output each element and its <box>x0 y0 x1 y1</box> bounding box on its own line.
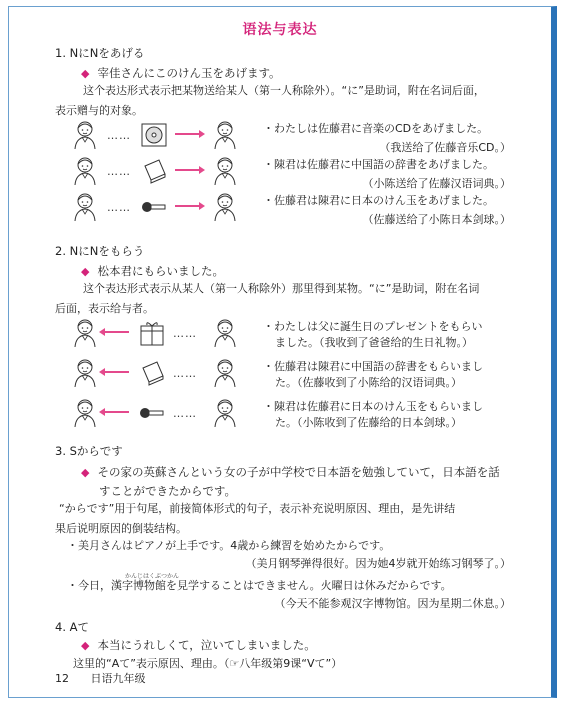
translation: （美月钢琴弹得很好。因为她4岁就开始练习钢琴了。） <box>245 557 511 570</box>
illustration-row <box>73 155 253 187</box>
furigana: かんじはくぶつかん <box>125 573 180 580</box>
section-4-explanation: 这里的“Aて”表示原因、理由。（☞八年级第9课“Vて”） <box>73 657 343 670</box>
kendama-icon <box>139 403 165 423</box>
section-4-example: ◆ 本当にうれしくて，泣いてしまいました。 <box>81 638 316 652</box>
ellipsis: …… <box>173 407 197 420</box>
diamond-bullet-icon: ◆ <box>81 639 90 652</box>
father-icon <box>213 317 237 349</box>
dictionary-icon <box>139 360 165 386</box>
example-sentence: ・わたしは佐藤君に音楽のCDをあげました。 <box>263 122 489 135</box>
diamond-bullet-icon: ◆ <box>81 265 90 278</box>
section-3-heading: 3. Sからです <box>55 444 123 458</box>
page-number: 12 <box>55 672 69 685</box>
example-sentence: ・佐藤君は陳君に中国語の辞書をもらいまし た。（佐藤收到了小陈给的汉语词典。） <box>263 360 483 389</box>
arrow-left-icon <box>103 331 129 333</box>
arrow-left-icon <box>103 371 129 373</box>
person-icon <box>213 357 237 389</box>
section-1-example: ◆ 宰佳さんにこのけん玉をあげます。 <box>81 66 281 80</box>
arrow-right-icon <box>175 169 201 171</box>
illustration-row <box>73 357 253 389</box>
arrow-right-icon <box>175 133 201 135</box>
person-icon <box>73 317 97 349</box>
example-sentence: ・今日，漢字博物館を見学することはできません。火曜日は休みだからです。 <box>67 579 452 592</box>
person-icon <box>213 191 237 223</box>
gift-icon <box>139 320 165 346</box>
illustration-row <box>73 191 253 223</box>
example-sentence: ・美月さんはピアノが上手です。4歳から練習を始めたからです。 <box>67 539 391 552</box>
illustration-row <box>73 397 253 429</box>
arrow-right-icon <box>175 205 201 207</box>
diamond-bullet-icon: ◆ <box>81 67 90 80</box>
kendama-icon <box>141 197 167 217</box>
example-sentence: ・佐藤君は陳君に日本のけん玉をあげました。 <box>263 194 494 207</box>
arrow-left-icon <box>103 411 129 413</box>
diamond-bullet-icon: ◆ <box>81 466 90 479</box>
page-title: 语法与表达 <box>242 22 318 38</box>
section-1-heading: 1. NにNをあげる <box>55 46 145 60</box>
example-sentence: ・陳君は佐藤君に日本のけん玉をもらいまし た。（小陈收到了佐藤给的日本剑球。） <box>263 400 483 429</box>
person-icon <box>73 357 97 389</box>
section-2-explanation: 这个表达形式表示从某人（第一人称除外）那里得到某物。“に”是助词，附在名词 后面，表示给与者。 <box>55 282 480 315</box>
illustration-row <box>73 119 253 151</box>
ellipsis: …… <box>107 165 131 178</box>
textbook-page <box>8 6 557 698</box>
person-icon <box>213 155 237 187</box>
translation: （我送给了佐藤音乐CD。） <box>379 141 511 154</box>
example-sentence: ・わたしは父に誕生日のプレゼントをもらい ました。（我收到了爸爸给的生日礼物。） <box>263 320 483 349</box>
book-title: 日语九年级 <box>90 672 146 685</box>
translation: （佐藤送给了小陈日本剑球。） <box>362 213 511 226</box>
section-2-heading: 2. NにNをもらう <box>55 244 145 258</box>
person-icon <box>213 397 237 429</box>
cd-icon <box>141 123 167 147</box>
person-icon <box>73 119 97 151</box>
ellipsis: …… <box>173 367 197 380</box>
page-footer <box>55 670 146 686</box>
section-1-explanation: 这个表达形式表示把某物送给某人（第一人称除外）。“に”是助词，附在名词后面， 表示赠与的对象。 <box>55 84 485 117</box>
dictionary-icon <box>141 158 167 184</box>
section-3-explanation: “からです”用于句尾，前接简体形式的句子，表示补充说明原因、理由，是先讲结 果后说明原因的倒装结构。 <box>55 502 456 535</box>
person-icon <box>73 397 97 429</box>
illustration-row <box>73 317 253 349</box>
person-icon <box>213 119 237 151</box>
ellipsis: …… <box>107 129 131 142</box>
person-icon <box>73 191 97 223</box>
translation: （今天不能参观汉字博物馆。因为星期二休息。） <box>274 597 511 610</box>
ellipsis: …… <box>173 327 197 340</box>
ellipsis: …… <box>107 201 131 214</box>
section-2-example: ◆ 松本君にもらいました。 <box>81 264 224 278</box>
section-4-heading: 4. Aて <box>55 620 89 634</box>
example-sentence: ・陳君は佐藤君に中国語の辞書をあげました。 <box>263 158 494 171</box>
person-icon <box>73 155 97 187</box>
translation: （小陈送给了佐藤汉语词典。） <box>362 177 511 190</box>
section-3-example: ◆ その家の英蘇さんという女の子が中学校で日本語を勉強していて，日本語を話 すことができたからです。 <box>81 465 500 498</box>
